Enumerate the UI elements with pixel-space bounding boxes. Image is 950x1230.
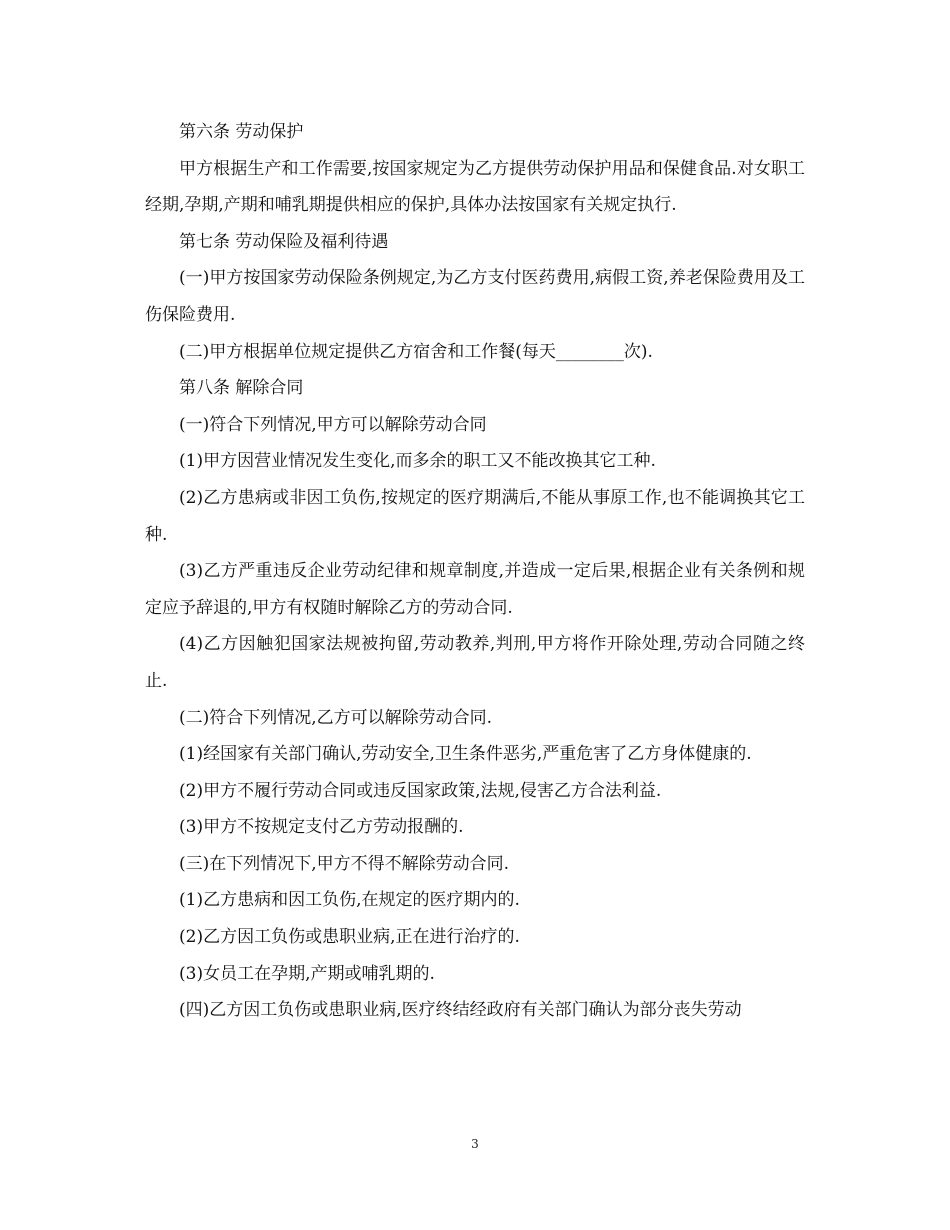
- article-8-section-4: (四)乙方因工负伤或患职业病,医疗终结经政府有关部门确认为部分丧失劳动: [179, 1000, 742, 1021]
- article-8-section-2-item-3: (3)甲方不按规定支付乙方劳动报酬的.: [179, 817, 464, 838]
- article-8-section-3: (三)在下列情况下,甲方不得不解除劳动合同.: [179, 853, 510, 874]
- article-7-heading: 第七条 劳动保险及福利待遇: [179, 231, 389, 252]
- article-7-item-2: (二)甲方根据单位规定提供乙方宿舍和工作餐(每天________次).: [179, 341, 653, 362]
- article-8-section-2: (二)符合下列情况,乙方可以解除劳动合同.: [179, 707, 493, 728]
- article-8-section-2-item-1: (1)经国家有关部门确认,劳动安全,卫生条件恶劣,严重危害了乙方身体健康的.: [179, 744, 752, 765]
- article-8-section-1-item-1: (1)甲方因营业情况发生变化,而多余的职工又不能改换其它工种.: [179, 451, 656, 472]
- document-body: [145, 114, 805, 1029]
- article-6-heading: 第六条 劳动保护: [179, 122, 304, 142]
- article-8-section-1-item-2: (2)乙方患病或非因工负伤,按规定的医疗期满后,不能从事原工作,也不能调换其它工种.: [145, 487, 805, 545]
- article-8-heading: 第八条 解除合同: [179, 378, 304, 399]
- article-8-section-3-item-1: (1)乙方患病和因工负伤,在规定的医疗期内的.: [179, 890, 520, 911]
- article-6-paragraph: 甲方根据生产和工作需要,按国家规定为乙方提供劳动保护用品和保健食品.对女职工经期,孕期,产期和哺乳期提供相应的保护,具体办法按国家有关规定执行.: [145, 158, 805, 216]
- article-8-section-1-item-4: (4)乙方因触犯国家法规被拘留,劳动教养,判刑,甲方将作开除处理,劳动合同随之终止.: [145, 634, 805, 691]
- page-number: 3: [471, 1137, 479, 1151]
- article-8-section-2-item-2: (2)甲方不履行劳动合同或违反国家政策,法规,侵害乙方合法利益.: [179, 780, 662, 801]
- article-8-section-1: (一)符合下列情况,甲方可以解除劳动合同: [179, 414, 487, 435]
- article-8-section-1-item-3: (3)乙方严重违反企业劳动纪律和规章制度,并造成一定后果,根据企业有关条例和规定应予辞退的,甲方有权随时解除乙方的劳动合同.: [145, 561, 805, 618]
- article-8-section-3-item-2: (2)乙方因工负伤或患职业病,正在进行治疗的.: [179, 927, 520, 948]
- article-7-item-1: (一)甲方按国家劳动保险条例规定,为乙方支付医药费用,病假工资,养老保险费用及工伤保险费用.: [145, 268, 805, 325]
- article-8-section-3-item-3: (3)女员工在孕期,产期或哺乳期的.: [179, 963, 435, 984]
